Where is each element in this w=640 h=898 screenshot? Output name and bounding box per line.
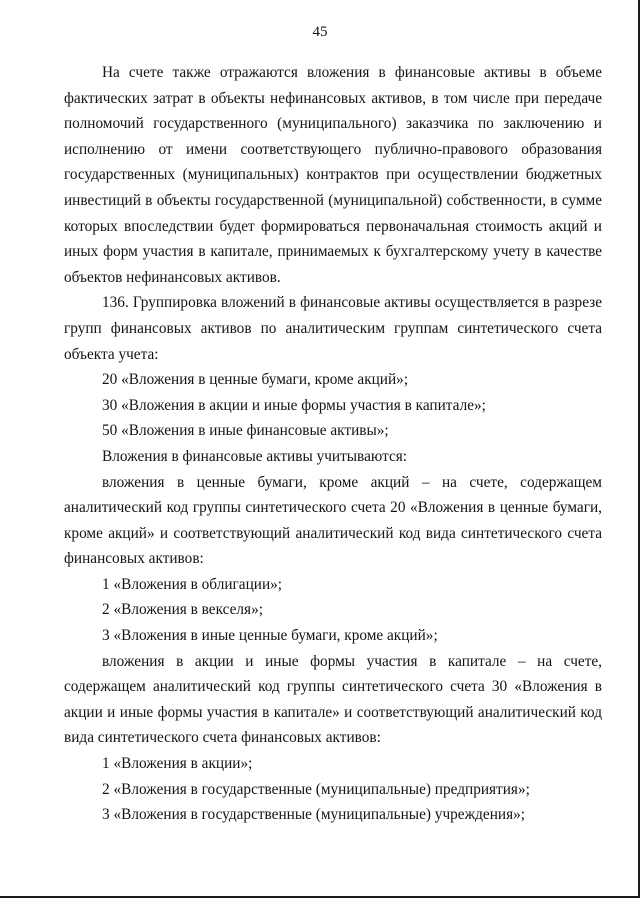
list-item-bonds: 1 «Вложения в облигации»; <box>102 575 283 593</box>
list-item-bills: 2 «Вложения в векселя»; <box>102 601 263 619</box>
list-item-state-institutions: 3 «Вложения в государственные (муниципальные) учреждения»; <box>102 806 526 824</box>
paragraph-securities-except-shares: вложения в ценные бумаги, кроме акций – на счете, содержащем аналитический код группы синтетического счета 20 «Вложения в ценные бумаги, кроме акций» и соответствующий аналитический код вида синтетического счета финансовых активов: <box>64 473 602 568</box>
list-item-other-securities: 3 «Вложения в иные ценные бумаги, кроме акций»; <box>102 627 438 645</box>
list-item-shares: 1 «Вложения в акции»; <box>102 755 253 773</box>
list-item-group-30: 30 «Вложения в акции и иные формы участия в капитале»; <box>102 396 486 414</box>
paragraph-accounting-intro: Вложения в финансовые активы учитываются: <box>102 447 408 465</box>
document-body <box>64 60 602 828</box>
page-number: 45 <box>312 24 328 40</box>
paragraph-shares-and-equity: вложения в акции и иные формы участия в капитале – на счете, содержащем аналитический код группы синтетического счета 30 «Вложения в акции и иные формы участия в капитале» и соответствующий аналитический код вида синтетического счета финансовых активов: <box>64 652 602 747</box>
list-item-group-20: 20 «Вложения в ценные бумаги, кроме акций»; <box>102 371 409 389</box>
list-item-group-50: 50 «Вложения в иные финансовые активы»; <box>102 422 389 440</box>
paragraph-136-grouping: 136. Группировка вложений в финансовые активы осуществляется в разрезе групп финансовых активов по аналитическим группам синтетического счета объекта учета: <box>64 294 602 363</box>
paragraph-investments-in-nonfinancial-assets: На счете также отражаются вложения в финансовые активы в объеме фактических затрат в объекты нефинансовых активов, в том числе при передаче полномочий государственного (муниципального) заказчика по заключению и исполнению от имени соответствующего публично-правового образования государственных (муниципальных) контрактов при осуществлении бюджетных инвестиций в объекты государственной (муниципальной) собственности, в сумме которых впоследствии будет формироваться первоначальная стоимость акций и иных форм участия в капитале, принимаемых к бухгалтерскому учету в качестве объектов нефинансовых активов. <box>64 64 602 286</box>
list-item-state-enterprises: 2 «Вложения в государственные (муниципальные) предприятия»; <box>102 780 530 798</box>
